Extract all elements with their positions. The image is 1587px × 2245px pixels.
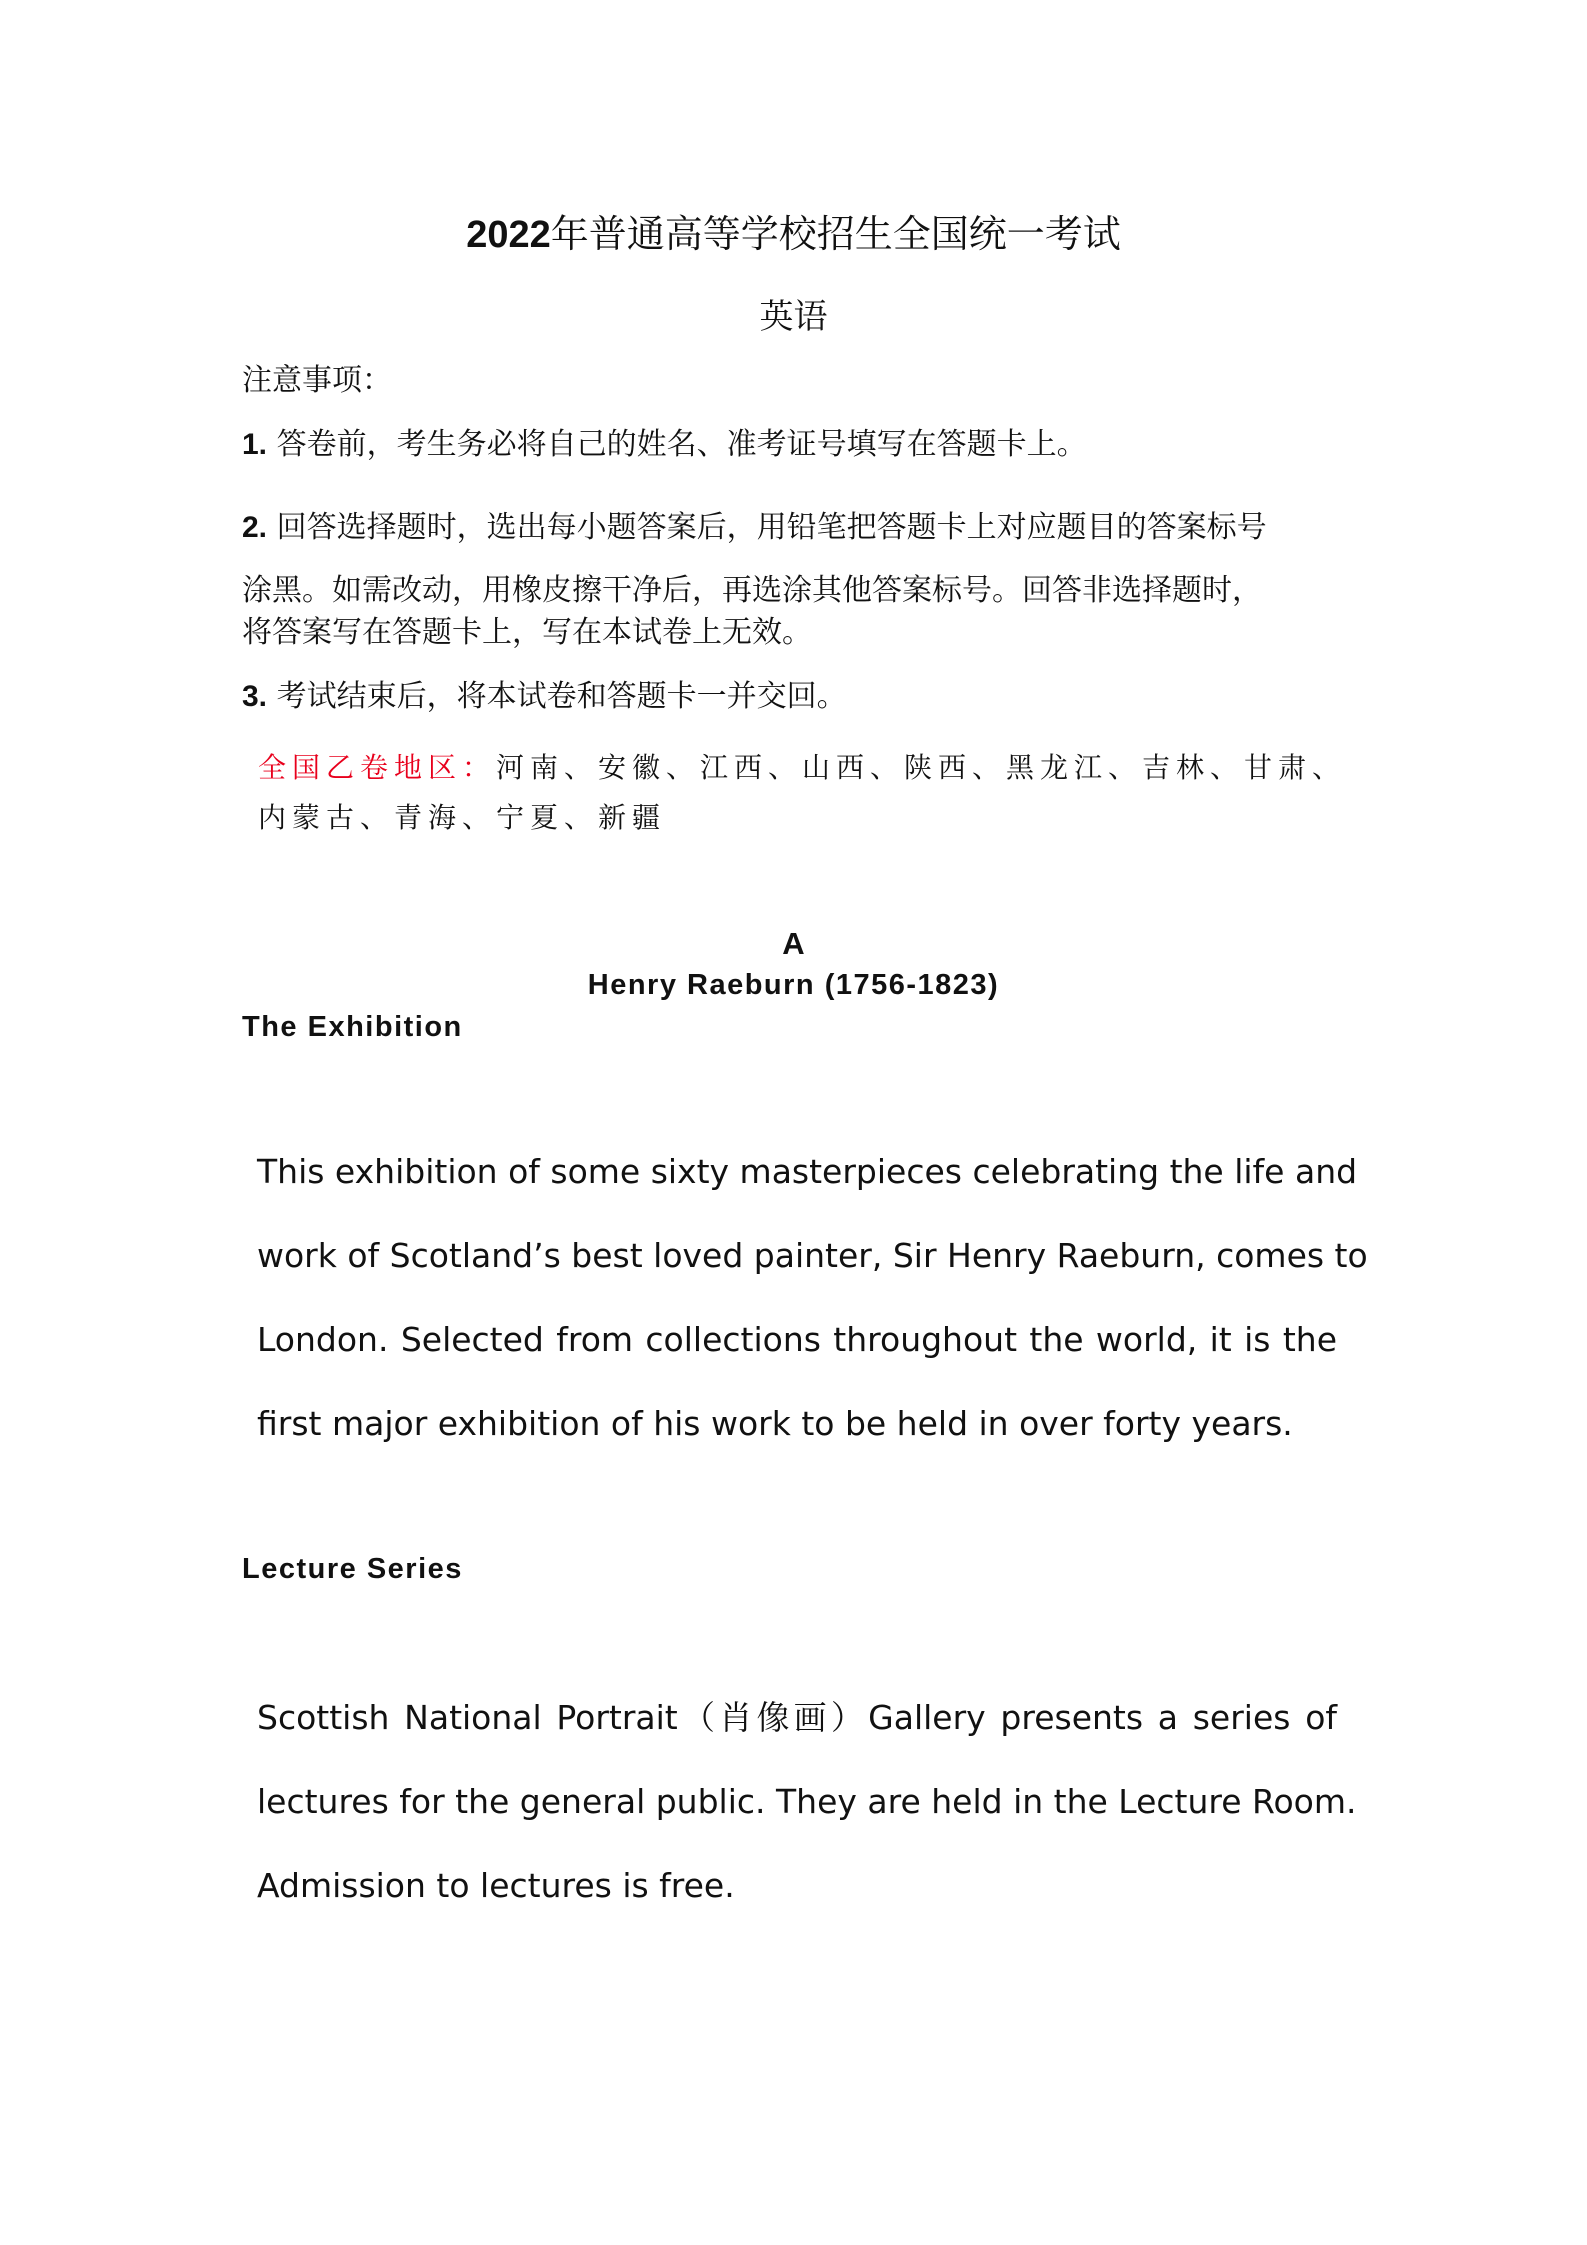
paragraph-line: first major exhibition of his work to be held in over forty years. <box>257 1404 1293 1443</box>
passage-title: Henry Raeburn (1756-1823) <box>587 969 1000 1001</box>
notice-item-3 <box>242 676 847 718</box>
exam-title <box>0 208 1587 261</box>
notice-item-1 <box>242 424 1087 466</box>
notice-heading: 注意事项： <box>242 363 392 398</box>
lecture-paragraph <box>257 1676 1357 1928</box>
notice-item-text: 答卷前，考生务必将自己的姓名、准考证号填写在答题卡上。 <box>276 427 1087 462</box>
section-label-exhibition: The Exhibition <box>242 1011 463 1043</box>
exam-subject: 英语 <box>759 297 828 337</box>
exam-title-year: 2022 <box>466 214 551 256</box>
notice-item-number: 2. <box>242 511 268 544</box>
paragraph-line: work of Scotland’s best loved painter, Sir Henry Raeburn, comes to <box>257 1236 1368 1275</box>
region-line-2: 内蒙古、青海、宁夏、新疆 <box>258 801 667 834</box>
notice-item-2-line-1 <box>242 507 1267 549</box>
notice-item-text: 回答选择题时，选出每小题答案后，用铅笔把答题卡上对应题目的答案标号 <box>276 510 1267 545</box>
paragraph-line: lectures for the general public. They are held in the Lecture Room. <box>257 1782 1357 1821</box>
notice-item-text: 考试结束后，将本试卷和答题卡一并交回。 <box>276 679 847 714</box>
notice-item-2-line-3: 将答案写在答题卡上，写在本试卷上无效。 <box>242 615 812 650</box>
exam-title-text: 年普通高等学校招生全国统一考试 <box>550 212 1121 256</box>
notice-item-2-line-2: 涂黑。如需改动，用橡皮擦干净后，再选涂其他答案标号。回答非选择题时， <box>242 573 1262 608</box>
region-line-1 <box>258 748 1346 788</box>
section-label-lectures: Lecture Series <box>242 1553 463 1585</box>
paragraph-line: Scottish National Portrait（肖像画）Gallery presents a series of <box>257 1698 1337 1737</box>
region-label: 全国乙卷地区： <box>258 751 497 784</box>
exhibition-paragraph <box>257 1130 1368 1466</box>
region-list: 河南、安徽、江西、山西、陕西、黑龙江、吉林、甘肃、 <box>496 751 1347 784</box>
notice-item-number: 1. <box>242 428 268 461</box>
paragraph-line: London. Selected from collections throughout the world, it is the <box>257 1320 1337 1359</box>
paragraph-line: Admission to lectures is free. <box>257 1866 735 1905</box>
notice-item-number: 3. <box>242 680 268 713</box>
paragraph-line: This exhibition of some sixty masterpieces celebrating the life and <box>257 1152 1358 1191</box>
passage-letter: A <box>782 926 805 961</box>
